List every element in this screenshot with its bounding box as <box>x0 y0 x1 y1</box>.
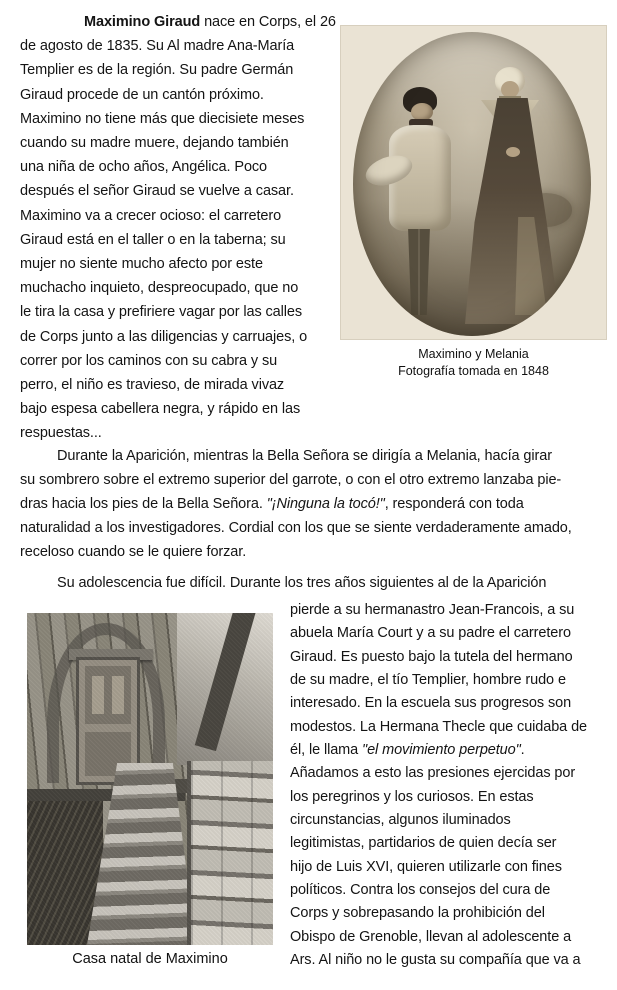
text-line: Obispo de Grenoble, llevan al adolescente a <box>290 928 572 945</box>
text-line: Añadamos a esto las presiones ejercidas por <box>290 765 576 782</box>
text-line: le tira la casa y prefiriere vagar por las calles <box>20 304 302 321</box>
bush-shading <box>520 193 572 226</box>
text-line: Giraud procede de un cantón próximo. <box>20 86 264 103</box>
paragraph-adolescence-first-line <box>20 571 602 595</box>
boy-hair <box>403 87 437 113</box>
text-line: receloso cuando se le quiere forzar. <box>20 544 247 560</box>
woman-bonnet <box>495 67 525 94</box>
text-line: respuestas... <box>20 425 102 442</box>
caption-casa-natal: Casa natal de Maximino <box>72 951 228 967</box>
figure-casa-natal <box>27 613 273 967</box>
woman-hands <box>506 147 520 157</box>
caption-maximino-melania <box>340 346 607 379</box>
text-line: interesado. En la escuela sus progresos son <box>290 695 572 712</box>
text-line: Su adolescencia fue difícil. Durante los tres años siguientes al de la Aparición <box>57 575 547 591</box>
boy-face <box>411 103 433 121</box>
text-line: circunstancias, algunos iluminados <box>290 812 511 829</box>
woman-ribbon <box>499 96 521 102</box>
text-line: políticos. Contra los consejos del cura de <box>290 882 551 899</box>
text-line: de agosto de 1835. Su Al madre Ana-María <box>20 38 295 55</box>
boy-hat <box>362 150 416 191</box>
text-line: hijo de Luis XVI, quieren utilizarle con fines <box>290 858 562 875</box>
door-crossbar <box>85 724 131 732</box>
text-line: pierde a su hermanastro Jean-Francois, a su <box>290 602 575 618</box>
paragraph-apparition <box>20 444 602 564</box>
paragraph-adolescence-wrapped <box>290 599 612 973</box>
text-line: Durante la Aparición, mientras la Bella Señora se dirigía a Melania, hacía girar <box>57 448 552 464</box>
woman-figure <box>465 67 560 329</box>
caption-line: Fotografía tomada en 1848 <box>398 363 549 378</box>
text-line: correr por los caminos con su cabra y su <box>20 352 278 369</box>
text-line: modestos. La Hermana Thecle que cuidaba de <box>290 718 588 735</box>
text-line: legitimistas, partidarios de quien decía ser <box>290 835 557 852</box>
boy-smock <box>389 125 451 231</box>
photo-casa-natal <box>27 613 273 945</box>
text-line: Maximino no tiene más que diecisiete meses <box>20 110 305 127</box>
text-line: dras hacia los pies de la Bella Señora. "¡Ninguna la tocó!", responderá con toda <box>20 496 524 512</box>
oval-vignette <box>353 32 591 336</box>
text-line: de Corps junto a las diligencias y carruajes, o <box>20 328 308 345</box>
text-line: Maximino va a crecer ocioso: el carretero <box>20 207 282 224</box>
door-lintel <box>69 649 153 660</box>
text-line: bajo espesa cabellera negra, y rápido en las <box>20 401 301 418</box>
text-line: naturalidad a los investigadores. Cordial con los que se siente verdaderamente amado, <box>20 520 572 536</box>
woman-skirt-fold <box>515 217 547 315</box>
text-line: de su madre, el tío Templier, hombre rudo e <box>290 672 566 689</box>
text-line: su sombrero sobre el extremo superior del garrote, o con el otro extremo lanzaba pie- <box>20 472 562 488</box>
text-line: Maximino Giraud nace en Corps, el 26 <box>84 14 336 30</box>
text-line: mujer no siente mucho afecto por este <box>20 256 263 273</box>
text-line: él, le llama "el movimiento perpetuo". <box>290 742 525 759</box>
text-line: Corps y sobrepasando la prohibición del <box>290 905 545 922</box>
text-line: Templier es de la región. Su padre Germán <box>20 62 294 79</box>
boy-scarf <box>409 119 433 127</box>
photo-maximino-melania <box>340 25 607 340</box>
text-line: los peregrinos y los curiosos. En estas <box>290 788 534 805</box>
woman-shawl <box>481 100 539 140</box>
text-line: una niña de ocho años, Angélica. Poco <box>20 159 268 176</box>
paragraph-biography-intro <box>20 10 336 446</box>
woman-dress <box>465 98 560 324</box>
text-line: Giraud está en el taller o en la taberna; su <box>20 231 286 248</box>
boy-figure <box>381 87 459 322</box>
text-line: cuando su madre muere, dejando también <box>20 135 289 152</box>
figure-maximino-melania <box>340 25 607 379</box>
caption-line: Maximino y Melania <box>418 347 529 361</box>
text-line: perro, el niño es travieso, de mirada vivaz <box>20 377 285 394</box>
text-line: después el señor Giraud se vuelve a casar. <box>20 183 294 200</box>
text-line: abuela María Court y a su padre el carretero <box>290 625 571 642</box>
boy-legs <box>406 229 432 315</box>
door-panels <box>92 676 104 714</box>
text-line: Giraud. Es puesto bajo la tutela del hermano <box>290 648 573 665</box>
woman-face <box>501 81 519 98</box>
text-line: Ars. Al niño no le gusta su compañía que va a <box>290 952 581 969</box>
bright-stone-pillar <box>187 761 273 945</box>
text-line: muchacho inquieto, despreocupado, que no <box>20 280 299 297</box>
